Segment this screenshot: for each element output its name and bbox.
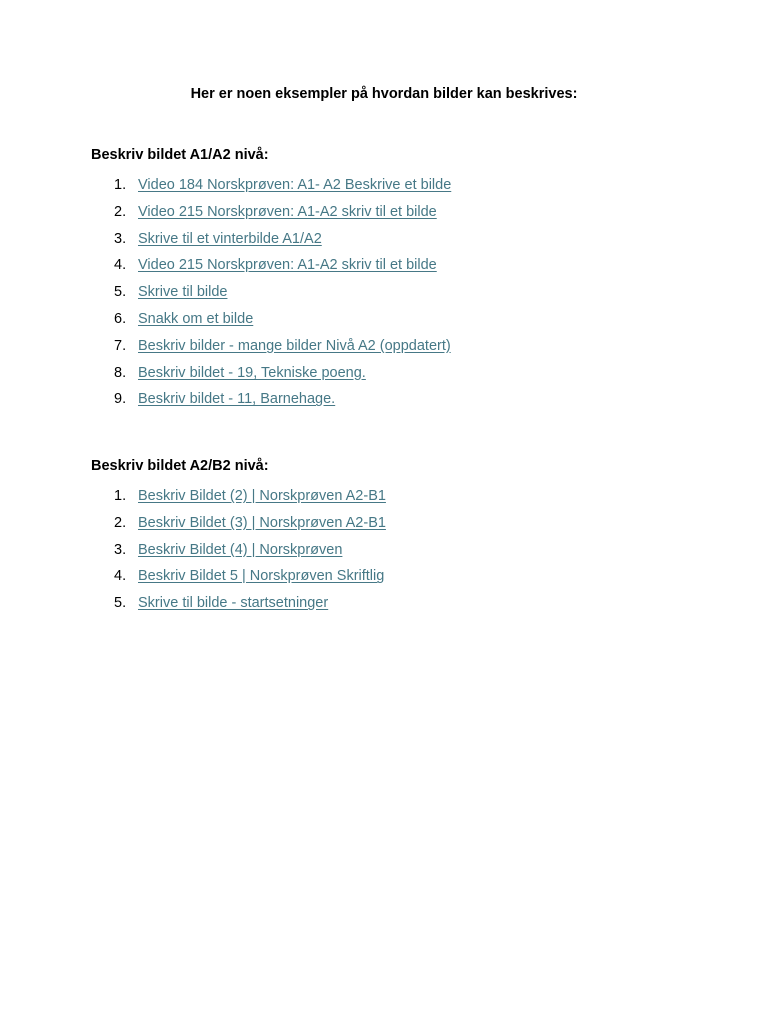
list-number: 4. (114, 568, 127, 585)
page-title: Her er noen eksempler på hvordan bilder kan beskrives: (190, 86, 578, 102)
link-list-a2-b2 (91, 486, 386, 620)
list-number: 4. (114, 257, 127, 274)
video-link[interactable]: Skrive til et vinterbilde A1/A2 (138, 230, 322, 247)
list-item (91, 363, 451, 390)
video-link[interactable]: Beskriv bilder - mange bilder Nivå A2 (oppdatert) (138, 337, 451, 354)
list-number: 2. (114, 514, 127, 531)
video-link[interactable]: Skrive til bilde - startsetninger (138, 595, 329, 612)
link-list-a1-a2 (91, 175, 451, 416)
list-item (91, 566, 386, 593)
video-link[interactable]: Beskriv bildet - 19, Tekniske poeng. (138, 364, 366, 381)
video-link[interactable]: Video 215 Norskprøven: A1-A2 skriv til et bilde (138, 203, 437, 220)
list-number: 5. (114, 284, 127, 301)
list-number: 7. (114, 337, 127, 354)
list-item (91, 282, 451, 309)
list-item (91, 513, 386, 540)
list-item (91, 229, 451, 256)
section-heading-a2-b2: Beskriv bildet A2/B2 nivå: (91, 458, 269, 474)
list-item (91, 593, 386, 620)
video-link[interactable]: Skrive til bilde (138, 284, 228, 301)
section-heading-a1-a2: Beskriv bildet A1/A2 nivå: (91, 147, 269, 163)
list-number: 3. (114, 230, 127, 247)
list-number: 5. (114, 595, 127, 612)
list-item (91, 336, 451, 363)
video-link[interactable]: Beskriv Bildet (4) | Norskprøven (138, 541, 343, 558)
list-number: 2. (114, 203, 127, 220)
video-link[interactable]: Beskriv Bildet (3) | Norskprøven A2-B1 (138, 514, 386, 531)
video-link[interactable]: Video 184 Norskprøven: A1- A2 Beskrive et bilde (138, 177, 452, 193)
list-number: 1. (114, 488, 127, 504)
list-item (91, 309, 451, 336)
list-number: 1. (114, 177, 127, 193)
video-link[interactable]: Snakk om et bilde (138, 310, 254, 327)
list-item (91, 255, 451, 282)
list-item (91, 202, 451, 229)
list-number: 9. (114, 391, 127, 408)
list-item (91, 175, 451, 202)
video-link[interactable]: Video 215 Norskprøven: A1-A2 skriv til et bilde (138, 257, 437, 274)
list-number: 6. (114, 310, 127, 327)
list-item (91, 540, 386, 567)
list-item (91, 486, 386, 513)
video-link[interactable]: Beskriv bildet - 11, Barnehage. (138, 391, 336, 408)
list-number: 8. (114, 364, 127, 381)
list-number: 3. (114, 541, 127, 558)
video-link[interactable]: Beskriv Bildet (2) | Norskprøven A2-B1 (138, 488, 386, 504)
video-link[interactable]: Beskriv Bildet 5 | Norskprøven Skriftlig (138, 568, 385, 585)
list-item (91, 389, 451, 416)
